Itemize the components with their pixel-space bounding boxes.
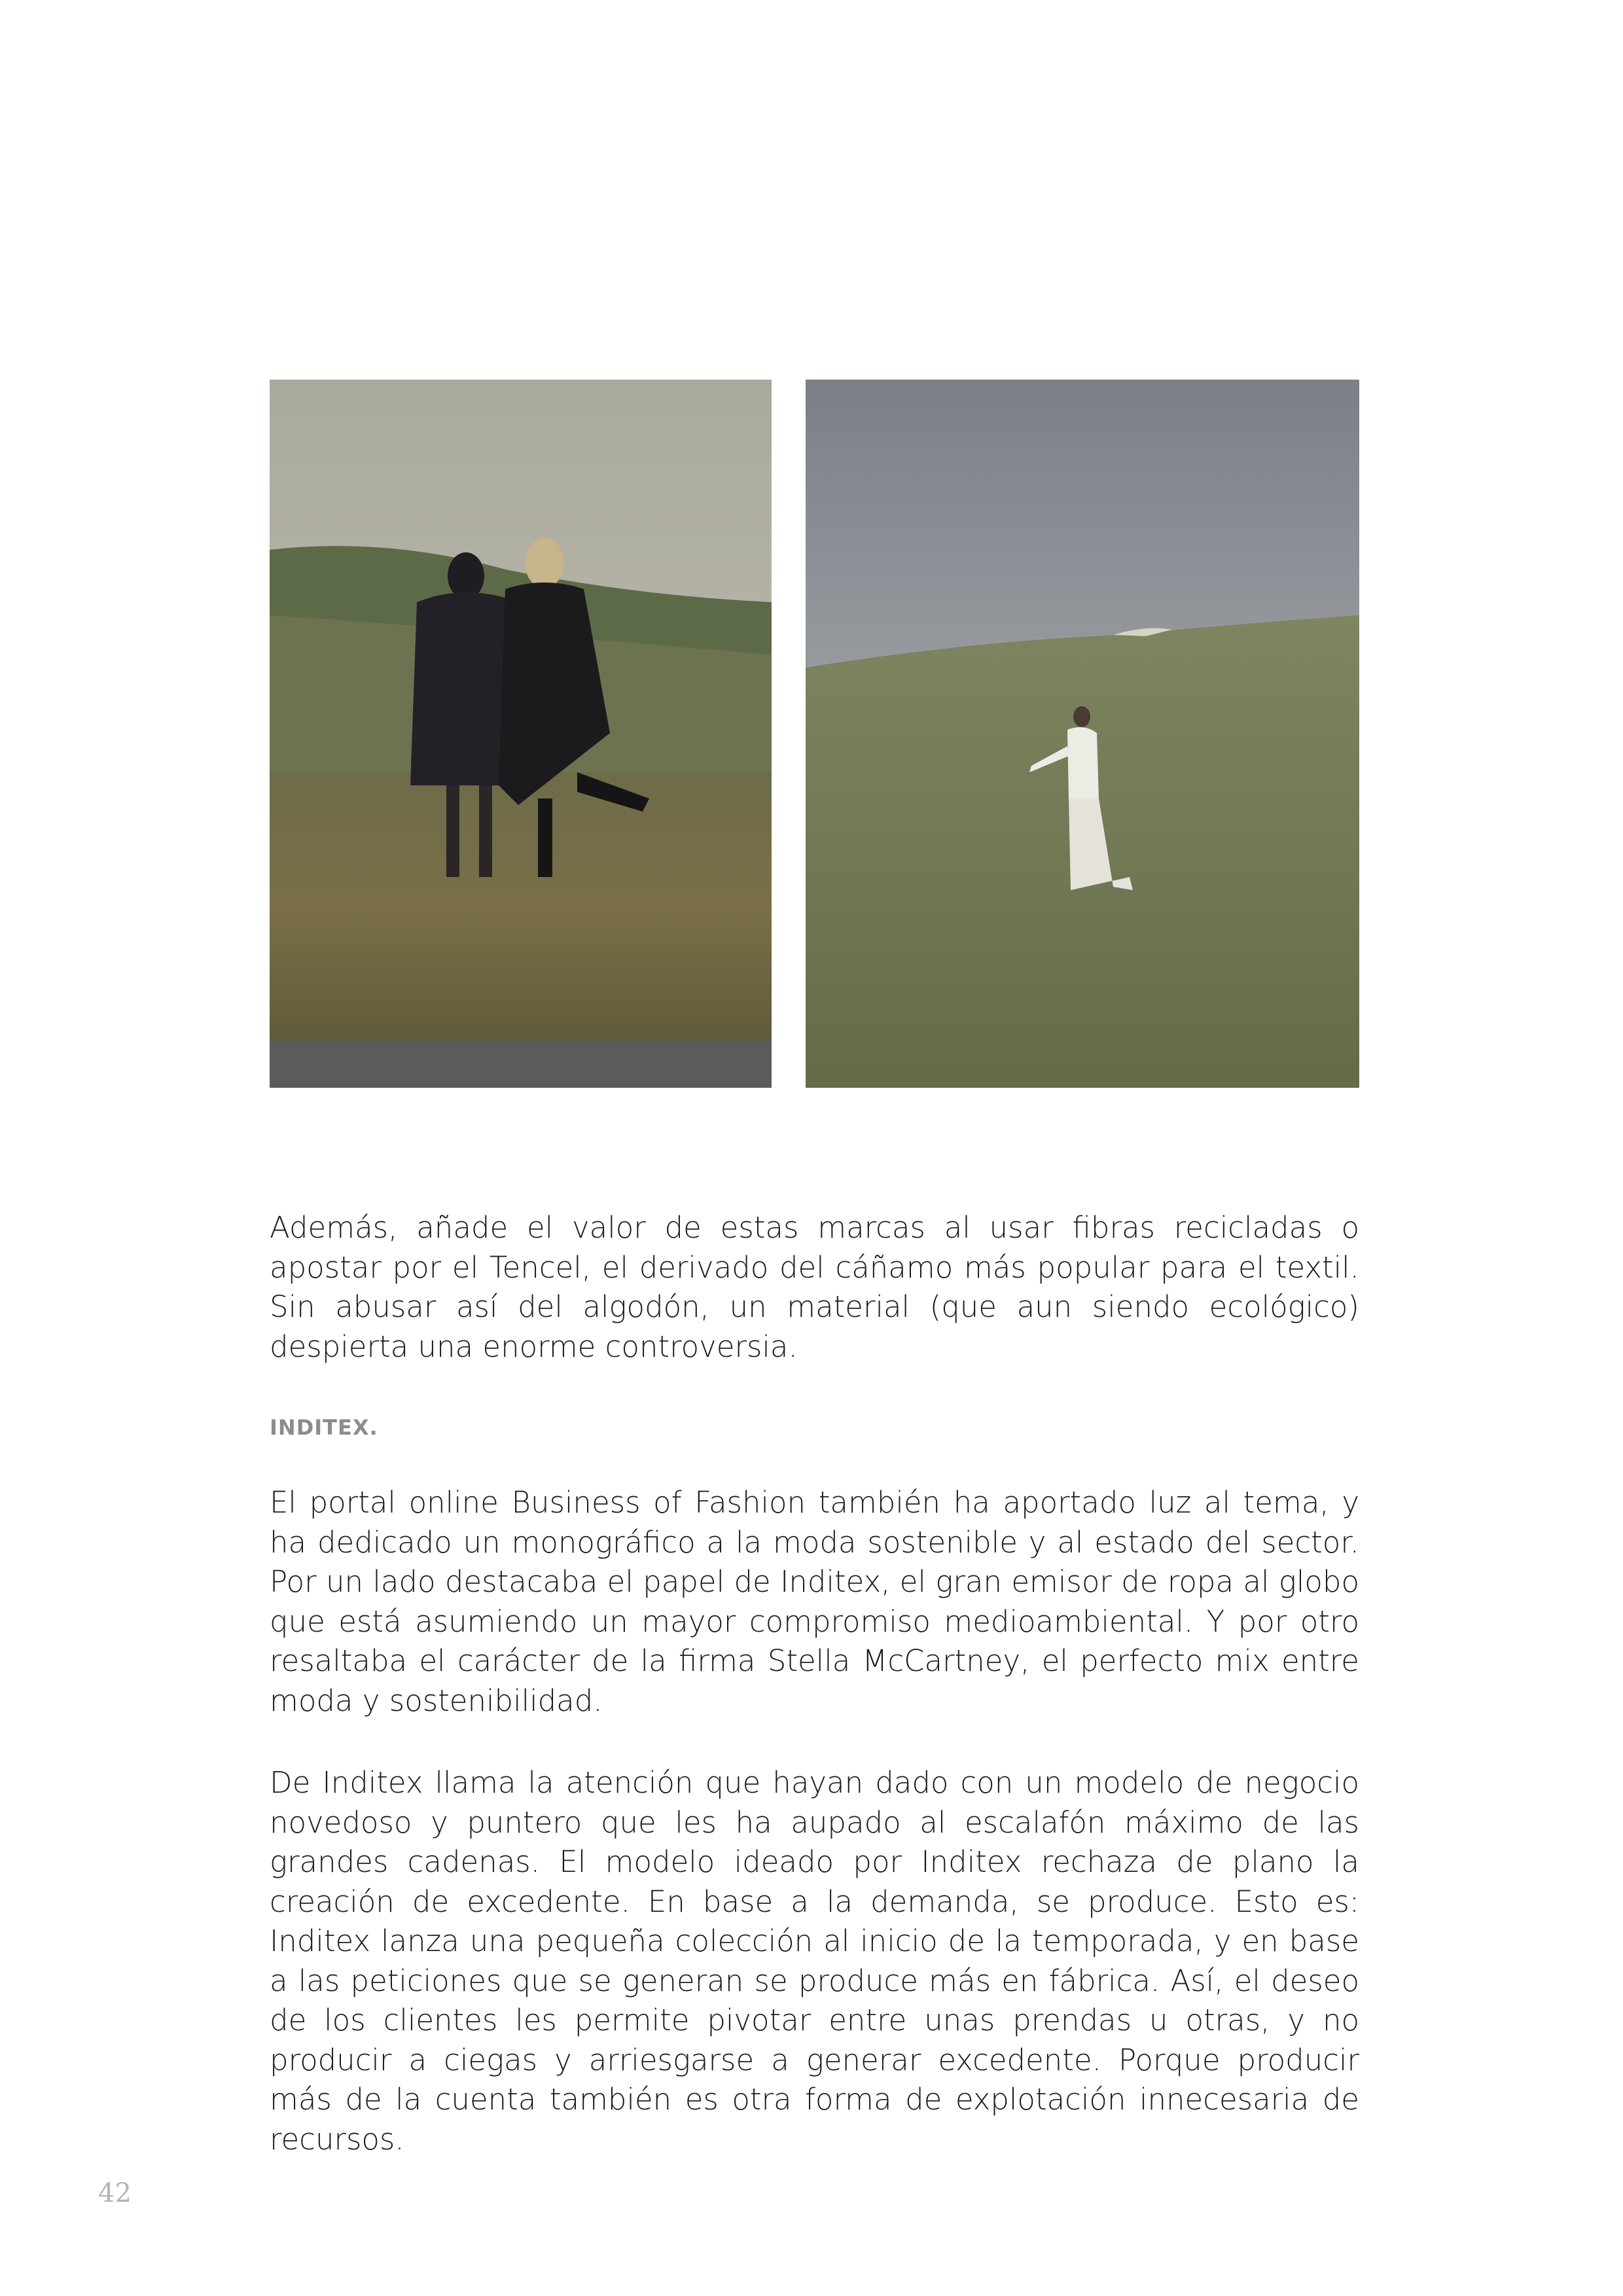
- section-heading: INDITEX.: [270, 1415, 378, 1440]
- body-paragraph-1: Además, añade el valor de estas marcas al usar fibras recicladas o apostar por el Tencel, el derivado del cáñamo más popular para el textil. Sin abusar así del algodón, un material (que aun siendo ecológico) despierta una enorme controversia.: [270, 1210, 1359, 1364]
- body-paragraph-3: De Inditex llama la atención que hayan dado con un modelo de negocio novedoso y puntero que les ha aupado al escalafón máximo de las grandes cadenas. El modelo ideado por Inditex rechaza de plano la creación de excedente. En base a la demanda, se produce. Esto es: Inditex lanza una pequeña colección al inicio de la temporada, y en base a las peticiones que se generan se produce más en fábrica. Así, el deseo de los clientes les permite pivotar entre unas prendas u otras, y no producir a ciegas y arriesgarse a generar excedente. Porque producir más de la cuenta también es otra forma de explotación innecesaria de recursos.: [270, 1765, 1359, 2157]
- page-number: 42: [98, 2178, 132, 2208]
- photo-two-models-roadside: [270, 380, 772, 1088]
- body-paragraph-2: El portal online Business of Fashion también ha aportado luz al tema, y ha dedicado un monográfico a la moda sostenible y al estado del sector. Por un lado destacaba el papel de Inditex, el gran emisor de ropa al globo que está asumiendo un mayor compromiso medioambiental. Y por otro resaltaba el carácter de la firma Stella McCartney, el perfecto mix entre moda y sostenibilidad.: [270, 1485, 1359, 1718]
- photo-model-green-field: [806, 380, 1359, 1088]
